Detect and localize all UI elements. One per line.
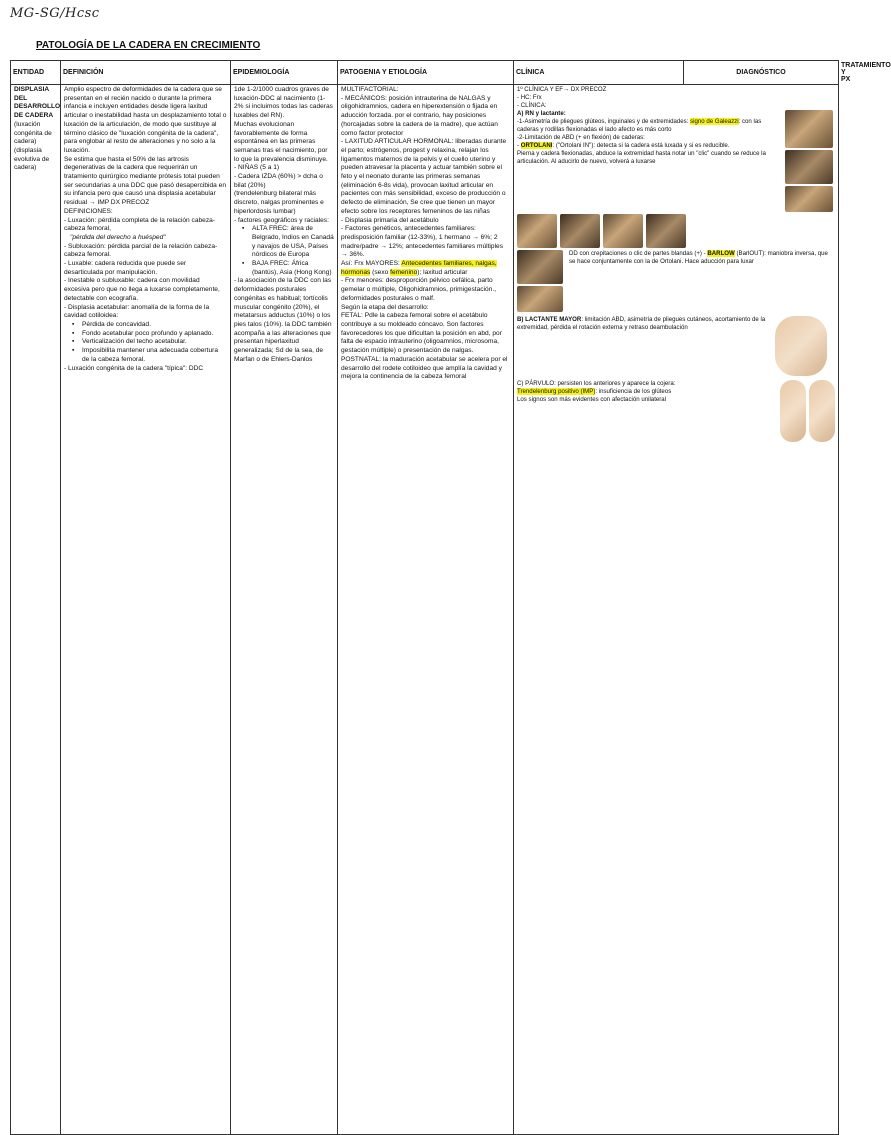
clin-highlight: BARLOW [707,250,735,258]
pat-mayores-label: Así: Frx MAYORES: [341,260,400,268]
def-dx-precoz: IMP DX PRECOZ [97,199,150,207]
pat-menores: - Frx menores: desproporción pélvico cefálica, parto gemelar o múltiple, Oligohidramnios, primigestación., deformidades posturales o malf. [341,277,497,302]
epi-izda-detalle: (trendelenburg bilateral más discreto, nalgas prominentes e hiperlordosis lumbar) [234,190,324,215]
clin-c3: Los signos son más evidentes con afectación unilateral [517,396,667,404]
def-intro: Amplio espectro de deformidades de la cadera que se presentan en el recién nacido o durante la primera infancia e incluyen entidades desde ligera laxitud articular o inestabilidad hasta un desplazamiento total o luxación de la articulación, de modo que sustituye al término clásico de "luxación congénita de la cadera", para englobar al resto de alteraciones y no solo a la luxación. [64,86,227,154]
clin-b [517,316,771,332]
entidad-line: congénita de [14,129,52,137]
entidad-cell [11,85,61,1135]
clin-a1-post: : con las caderas y rodillas flexionadas el lado afecto es más corto [517,118,762,134]
handwritten-header: MG-SG/Hcsc [10,6,100,21]
pathology-table [10,60,891,1135]
def-artrosis-text: Se estima que hasta el 50% de las artrosis degenerativas de la cadera que requerirán un tratamiento quirúrgico mediante prótesis total pueden ser secundarias a una DDC que pasó desapercibida en su infancia pero que causó una displasia acetabular residual [64,155,227,207]
epi-izda: - Cadera IZDA (60%) > dcha o bilat (20%) [234,173,323,189]
clin-a1 [517,118,781,134]
pat-laxitud-heading: - LAXITUD ARTICULAR HORMONAL [341,138,452,146]
epi-ninas: - NIÑAS (5 a 1) [234,164,280,172]
maneuver-photo [646,214,686,248]
entidad-line: cadera) [14,138,37,146]
entidad-line: DEL [14,94,28,102]
clinica-cell [514,85,839,1135]
entidad-line: cadera) [14,164,37,172]
list-item: ▪ Fondo acetabular poco profundo y aplanado. [64,330,227,339]
clin-a1-pre: -1-Asimetría de pliegues glúteos, inguinales y de extremidades: [517,118,689,126]
page-title: PATOLOGÍA DE LA CADERA EN CRECIMIENTO [36,40,261,51]
ortolani-photo-2 [785,186,833,212]
pat-multifactorial: MULTIFACTORIAL: [341,86,399,93]
lactante-mayor-figure [775,316,827,376]
entidad-line: DESARROLLO [14,103,61,111]
pat-mecanicos-text: : posición intrauterina de NALGAS y oligohidramnios, cadera en hiperextensión o fijada en aducción forzada. por el contrario, hay posiciones (horcajadas sobre la cadera de la madre), que actúan como factor protector [341,94,498,137]
clin-barlow-text: (BarlOUT): maniobra inversa, que se hace conjuntamente con la de Ortolani. Hace aducción para luxar [569,250,828,266]
galeazzi-photo [785,110,833,148]
pat-displasia-primaria: - Displasia primaria del acetábulo [341,216,439,224]
def-artrosis [64,156,227,208]
def-luxacion-quote: "pérdida del derecho a huésped" [70,233,166,241]
clin-a2: -2-Limitación de ABD (+ en flexión) de caderas: [517,134,645,142]
entidad-line: DE CADERA [14,112,54,120]
maneuver-photo [603,214,643,248]
pat-geneticos: - Factores genéticos, antecedentes familiares: predisposición familiar (12-33%), 1 hermano → 6%; 2 madre/padre → 12%; antecedentes familiares múltiples → 36%. [341,225,503,259]
clin-barlow: DD con crepitaciones o clic de partes blandas (+) - BARLOW (BarlOUT): maniobra inversa, que se hace conjuntamente con la de Ortolani. Hace aducción para luxar [569,250,828,266]
pat-mayores [341,260,510,277]
pat-mayores-post: ); laxitud articular [417,268,468,276]
pat-postnatal: POSTNATAL: la maduración acetabular se acelera por el desarrollo del rodete cotiloideo que amplía la cavidad y mejora la continencia de la cabeza femoral [341,355,508,381]
clin-c: C) PÁRVULO: persisten los anteriores y aparece la cojera: [517,380,676,388]
entidad-line: (luxación [14,120,41,128]
clin-c2: : insuficiencia de los glúteos [595,388,672,396]
col-clinica: CLÍNICA [514,61,684,85]
pat-etapa: Según la etapa del desarrollo: [341,303,429,311]
epi-asociacion: - la asociación de la DDC con las deformidades posturales congénitas es habitual; tortícolis muscular congénito (20%), el metatarsus adductus (10%) o los pies talos (10%). la DDC también acompaña a las alteraciones que presentan hiperlaxitud generalizada; Sd de la sea, de Marfan o de Ehlers-Danlos [234,277,332,363]
trendelenburg-figure-2 [809,380,835,442]
arrow-icon: → [563,86,570,93]
clin-clinica: - CLÍNICA: [517,102,547,110]
clin-trendelenburg [517,388,776,396]
clin-highlight: ORTOLANI [520,142,553,150]
def-subluxacion: - Subluxación: pérdida parcial de la relación cabeza-cabeza femoral. [64,242,218,259]
def-displasia: - Displasia acetabular: anomalía de la forma de la cavidad cotiloidea: [64,303,210,320]
defs-title: DEFINICIONES: [64,207,113,215]
pat-mecanicos-heading: - MECÁNICOS [341,94,385,102]
arrow-icon: → [88,199,96,207]
def-tipica: - Luxación congénita de la cadera "típica": DDC [64,364,204,372]
def-luxable: - Luxable: cadera reducida que puede ser desarticulada por manipulación. [64,260,187,276]
epidemiologia-cell [231,85,338,1135]
list-item: ▪ ALTA FREC: área de Belgrado, Indios en Canadá y navajos de USA, Países nórdicos de Europa [234,225,334,260]
pat-mayores-mid: (sexo [370,268,391,276]
pat-laxitud-text: : liberadas durante el parto; estrógenos, progest y relaxina, relajan los ligamentos maternos de la pelvis y el cuello uterino y pueden atravesar la placenta y actuar también sobre el feto y el neonato durante las primeras semanas (eliminación 6-8s vida), provocan laxitud articular en pacientes con más sensibilidad, exceso de producción o defecto de eliminación, Se cree que tienen un mayor efecto sobre los receptores femeninos de las niñas [341,138,507,215]
barlow-photo [517,250,563,284]
clin-barlow-pre: DD con crepitaciones o clic de partes blandas (+) [569,250,702,258]
pat-highlight: femenino [390,268,418,276]
list-item: ▪ Verticalización del techo acetabular. [64,338,227,347]
trendelenburg-figure [780,380,806,442]
patogenia-cell [338,85,514,1135]
clin-heading-dx: DX PRECOZ [570,86,607,93]
col-entidad: ENTIDAD [11,61,61,85]
entidad-line: DISPLASIA [14,86,50,93]
barlow-photo-2 [517,286,563,312]
pat-mecanicos [341,95,510,139]
def-inestable: - Inestable o subluxable: cadera con movilidad excesiva pero que no llega a luxarse completamente, detectable con ecografía. [64,277,220,302]
epi-evolucion: Muchas evolucionan favorablemente de forma espontánea en las primeras semanas tras el nacimiento, por lo que la prevalencia disminuye. [234,120,328,163]
pat-fetal: FETAL: Pdle la cabeza femoral sobre el acetábulo contribuye a su moldeado cóncavo. Son factores favorecedores los que dificultan la posición en abd, por falta de espacio intrauterino (oligoamnios, microsoma, gestación múltiple) o presentación de nalgas. [341,312,502,355]
epi-factores: - factores geográficos y raciales: [234,216,329,224]
clin-highlight: signo de Galeazzi [690,118,739,126]
ortolani-photo [785,150,833,184]
clin-heading [517,86,835,94]
clin-ortolani-desc: Pierna y cadera flexionadas, abduce la extremidad hasta notar un "clic" cuando se reduce la articulación. Al aducirlo de nuevo, volverá a luxarse [517,150,766,166]
clin-hc: - HC: Frx [517,94,542,102]
clin-ortolani-text: : ("Ortolani IN"): detecta si la cadera está luxada y si es reducible. [552,142,730,150]
list-item: ▪ Pérdida de concavidad. [64,321,227,330]
pat-highlight: Antecedentes familiares, nalgas, hormonas [341,260,497,276]
clin-b-text: : limitación ABD, asimetría de pliegues cutáneos, acortamiento de la extremidad, pérdida el rotación externa y retraso deambulación [517,316,766,332]
entidad-line: evolutiva de [14,155,50,163]
col-diagnostico: DIAGNÓSTICO [684,61,839,85]
col-patogenia: PATOGENIA Y ETIOLOGÍA [338,61,514,85]
col-definicion: DEFINICIÓN [61,61,231,85]
entidad-line: (displasia [14,146,42,154]
clin-ortolani: - ORTOLANI: ("Ortolani IN"): detecta si la cadera está luxada y si es reducible. [517,142,730,150]
definicion-cell [61,85,231,1135]
list-item: ▪ Imposibilita mantener una adecuada cobertura de la cabeza femoral. [64,347,227,364]
header-row: ENTIDAD DEFINICIÓN EPIDEMIOLOGÍA PATOGENIA Y ETIOLOGÍA CLÍNICA DIAGNÓSTICO TRATAMIENTO Y PX [11,61,839,85]
table-row [11,85,839,1135]
maneuver-photo-row [517,214,835,248]
col-epidemiologia: EPIDEMIOLOGÍA [231,61,338,85]
maneuver-photo [517,214,557,248]
def-luxacion: - Luxación: pérdida completa de la relación cabeza-cabeza femoral, [64,216,216,233]
clin-heading-text: 1º CLÍNICA Y EF [517,86,564,93]
maneuver-photo [560,214,600,248]
clin-a: A) RN y lactante: [517,110,566,118]
clin-highlight: Trendelenburg positivo (IMP) [517,388,596,396]
list-item: ▪ BAJA FREC: África (bantús), Asia (Hong Kong) [234,260,334,277]
clin-b-heading: B) LACTANTE MAYOR [517,316,582,324]
pat-laxitud [341,138,510,216]
epi-incidencia: 1de 1-2/1000 cuadros graves de luxación-DDC al nacimiento (1-2% si incluimos todas las caderas luxables del RN). [234,86,333,120]
